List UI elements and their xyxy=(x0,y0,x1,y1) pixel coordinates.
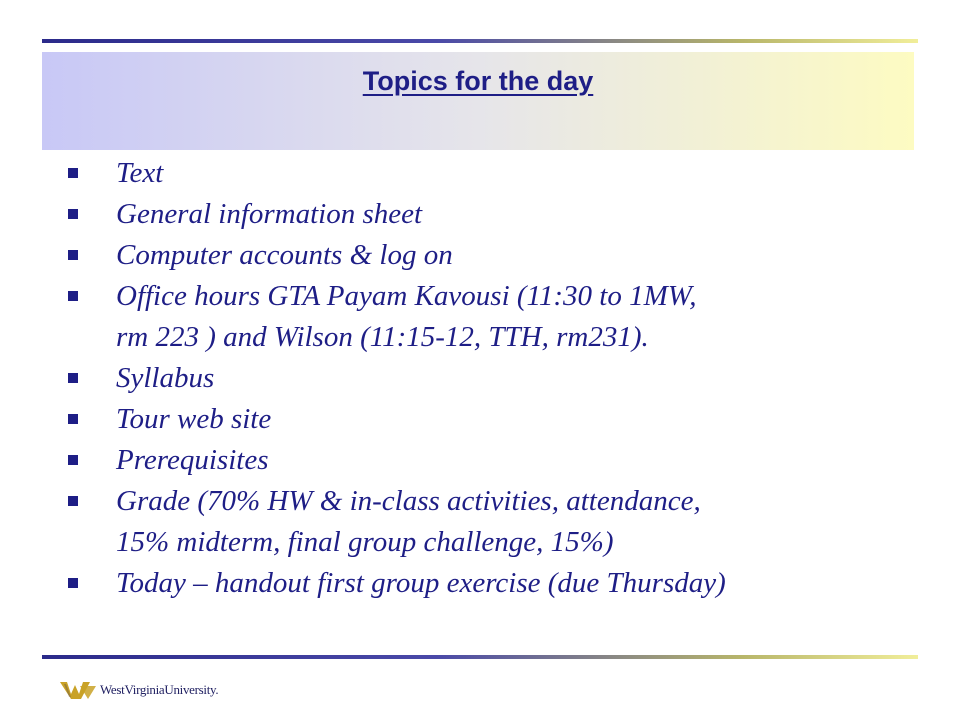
bullet-item: Grade (70% HW & in-class activities, attendance, 15% midterm, final group challenge, 15%) xyxy=(66,481,916,563)
bottom-divider xyxy=(42,655,918,659)
bullet-marker-icon xyxy=(68,373,78,383)
university-logo xyxy=(60,678,218,702)
bullet-item: Text xyxy=(66,153,916,194)
bullet-marker-icon xyxy=(68,578,78,588)
bullet-marker-icon xyxy=(68,209,78,219)
title-band xyxy=(42,52,914,150)
university-wordmark: WestVirginiaUniversity. xyxy=(100,682,219,697)
bullet-list xyxy=(66,153,916,604)
bullet-item: Computer accounts & log on xyxy=(66,235,916,276)
bullet-marker-icon xyxy=(68,455,78,465)
top-divider xyxy=(42,39,918,43)
bullet-item: General information sheet xyxy=(66,194,916,235)
bullet-marker-icon xyxy=(68,168,78,178)
bullet-marker-icon xyxy=(68,291,78,301)
bullet-item: Syllabus xyxy=(66,358,916,399)
bullet-marker-icon xyxy=(68,496,78,506)
bullet-item: Tour web site xyxy=(66,399,916,440)
bullet-item: Today – handout first group exercise (due Thursday) xyxy=(66,563,916,604)
bullet-marker-icon xyxy=(68,414,78,424)
slide-title: Topics for the day xyxy=(362,66,594,96)
bullet-item: Office hours GTA Payam Kavousi (11:30 to 1MW, rm 223 ) and Wilson (11:15-12, TTH, rm231). xyxy=(66,276,916,358)
wv-flying-wv-icon xyxy=(60,680,96,700)
bullet-item: Prerequisites xyxy=(66,440,916,481)
bullet-marker-icon xyxy=(68,250,78,260)
